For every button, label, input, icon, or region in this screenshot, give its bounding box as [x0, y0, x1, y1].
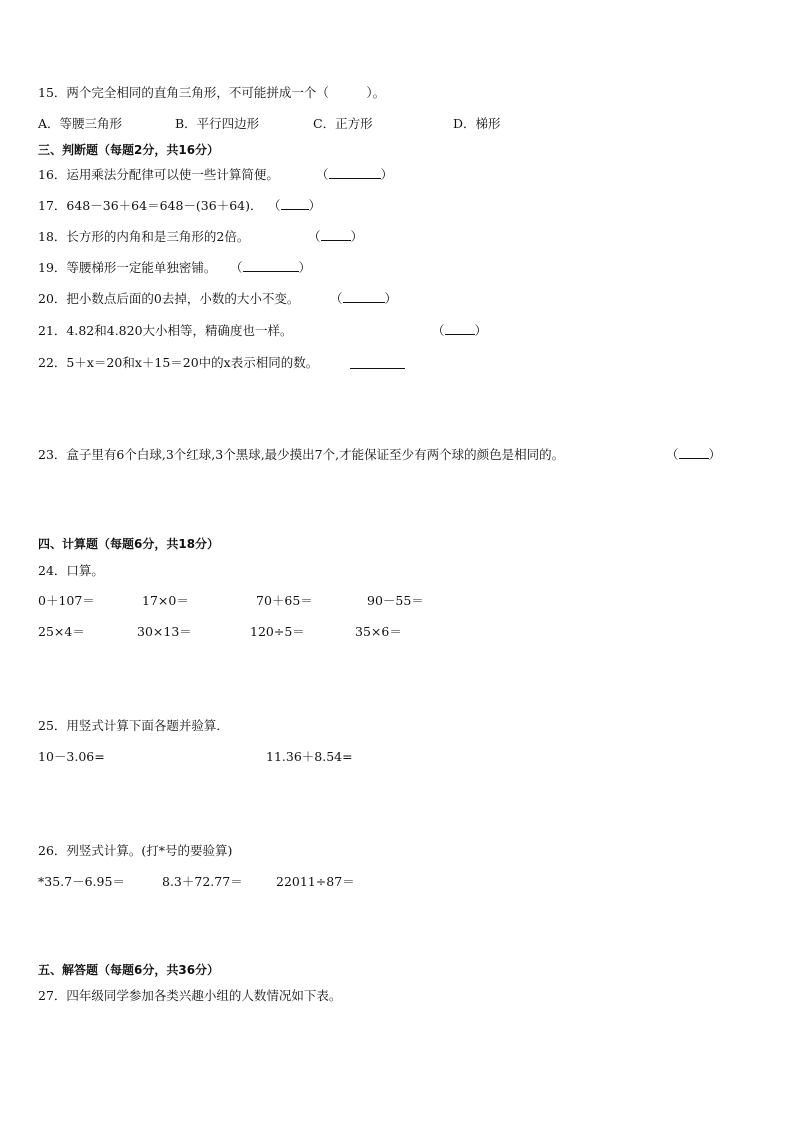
mental-math-item: 25×4＝: [38, 624, 85, 639]
option-a: A．等腰三角形: [38, 116, 123, 131]
question-26-stem: 26．列竖式计算。(打*号的要验算): [38, 843, 233, 858]
mental-math-item: 70＋65＝: [256, 593, 313, 608]
option-c: C．正方形: [313, 116, 373, 131]
answer-paren-17: （ ）: [268, 198, 322, 213]
mental-math-item: 90－55＝: [367, 593, 424, 608]
answer-paren-23: （ ）: [666, 447, 722, 462]
question-18: 18．长方形的内角和是三角形的2倍。: [38, 229, 250, 244]
option-b: B．平行四边形: [175, 116, 260, 131]
mental-math-item: 120÷5＝: [250, 624, 305, 639]
question-19: 19．等腰梯形一定能单独密铺。: [38, 260, 217, 275]
mental-math-item: 30×13＝: [137, 624, 192, 639]
question-25-stem: 25．用竖式计算下面各题并验算．: [38, 718, 229, 733]
question-22: 22．5＋x＝20和x＋15＝20中的x表示相同的数。: [38, 355, 319, 370]
question-24-stem: 24．口算。: [38, 563, 104, 578]
answer-blank-22: [350, 356, 405, 369]
section-3-heading: 三、判断题（每题2分，共16分）: [38, 143, 220, 157]
question-20: 20．把小数点后面的0去掉，小数的大小不变。: [38, 291, 300, 306]
mental-math-item: 17×0＝: [142, 593, 189, 608]
question-27-stem: 27．四年级同学参加各类兴趣小组的人数情况如下表。: [38, 988, 342, 1003]
answer-paren-21: （ ）: [432, 323, 488, 338]
answer-paren-18: （ ）: [308, 229, 364, 244]
section-5-heading: 五、解答题（每题6分，共36分）: [38, 963, 220, 977]
vertical-calc-item: *35.7－6.95＝: [38, 874, 125, 889]
vertical-calc-item: 8.3＋72.77＝: [162, 874, 243, 889]
question-21: 21．4.82和4.820大小相等，精确度也一样。: [38, 323, 293, 338]
vertical-calc-item: 11.36＋8.54=: [266, 749, 353, 764]
question-16: 16．运用乘法分配律可以使一些计算简便。: [38, 167, 279, 182]
mental-math-item: 0＋107＝: [38, 593, 95, 608]
vertical-calc-item: 22011÷87＝: [276, 874, 355, 889]
question-23: 23．盒子里有6个白球,3个红球,3个黑球,最少摸出7个,才能保证至少有两个球的颜色是相同的。: [38, 447, 565, 462]
mental-math-item: 35×6＝: [355, 624, 402, 639]
answer-paren-16: （ ）: [316, 167, 394, 182]
vertical-calc-item: 10－3.06=: [38, 749, 105, 764]
question-15-stem: 15．两个完全相同的直角三角形，不可能拼成一个（ ）。: [38, 85, 386, 100]
answer-paren-20: （ ）: [330, 291, 398, 306]
option-d: D．梯形: [453, 116, 501, 131]
question-17: 17．648－36＋64＝648－(36＋64)．: [38, 198, 263, 213]
answer-paren-19: （ ）: [230, 260, 312, 275]
section-4-heading: 四、计算题（每题6分，共18分）: [38, 537, 220, 551]
